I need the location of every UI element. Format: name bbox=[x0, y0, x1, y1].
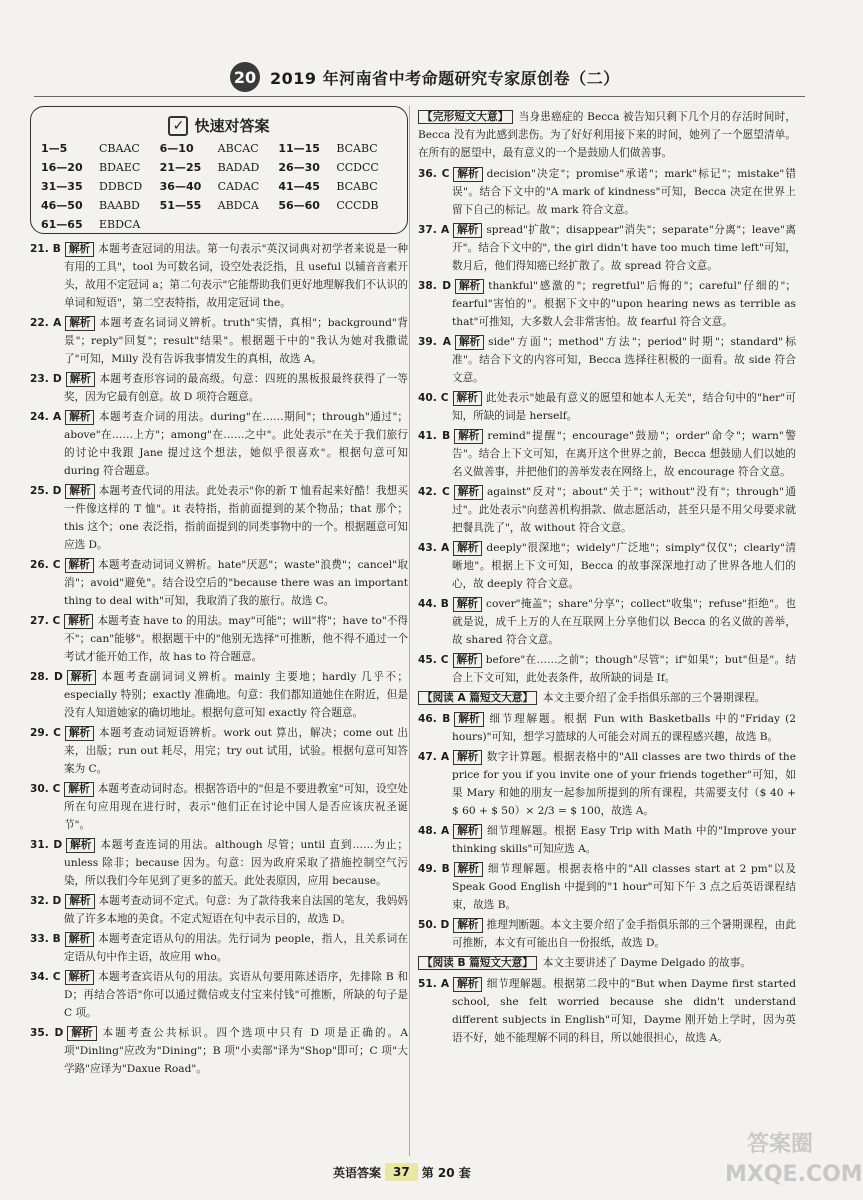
explanation-text: 此处表示"她最有意义的愿望和她本人无关"，结合句中的"her"可知，所缺的词是 herself。 bbox=[452, 392, 796, 422]
reading-a-explanations bbox=[418, 710, 796, 952]
checkmark-icon: ✓ bbox=[168, 116, 188, 136]
answer-explanation bbox=[418, 975, 796, 1047]
question-number: 26. C bbox=[30, 559, 61, 571]
column-divider bbox=[409, 106, 410, 1156]
analysis-tag: 解析 bbox=[453, 597, 482, 612]
cloze-explanations bbox=[418, 165, 796, 687]
analysis-tag: 解析 bbox=[455, 335, 484, 350]
explanation-text: 本题考查形容词的最高级。句意：四班的黑板报最终获得了一等奖，因为它最有创意。故 D 项符合题意。 bbox=[64, 373, 409, 403]
analysis-tag: 解析 bbox=[65, 726, 94, 741]
analysis-tag: 解析 bbox=[67, 670, 96, 685]
analysis-tag: 解析 bbox=[65, 410, 94, 425]
answer-explanation bbox=[30, 482, 408, 554]
answer-explanation bbox=[30, 780, 408, 834]
analysis-tag: 解析 bbox=[65, 970, 94, 985]
answer-range bbox=[160, 216, 212, 234]
answer-range: 21—25 bbox=[159, 161, 202, 174]
question-number: 25. D bbox=[30, 485, 62, 497]
question-number: 37. A bbox=[418, 224, 450, 236]
answer-cell bbox=[278, 140, 397, 158]
question-number: 43. A bbox=[418, 542, 450, 554]
analysis-tag: 解析 bbox=[65, 932, 94, 947]
answer-explanation bbox=[418, 860, 796, 914]
answer-explanation bbox=[30, 408, 408, 480]
answer-letters: BCABC bbox=[336, 142, 378, 155]
analysis-tag: 解析 bbox=[454, 712, 483, 727]
analysis-tag: 解析 bbox=[454, 429, 483, 444]
answer-cell bbox=[278, 197, 397, 215]
answer-explanation bbox=[418, 748, 796, 820]
answer-cell bbox=[41, 178, 160, 196]
explanation-text: 本题考查代词的用法。此处表示"你的新 T 恤看起来好酷！我想买一件像这样的 T 恤"。it 表特指，指前面提到的某个物品；that 那个；this 这个；one 表泛指，指前面提到的同类事物中的一个。根据题意可知应选 D。 bbox=[64, 485, 408, 551]
question-number: 41. B bbox=[418, 430, 451, 442]
analysis-tag: 解析 bbox=[65, 316, 94, 331]
quick-answer-box bbox=[30, 106, 408, 234]
question-number: 38. D bbox=[418, 280, 452, 292]
question-number: 40. C bbox=[418, 392, 449, 404]
explanation-text: spread"扩散"；disappear"消失"；separate"分离"；leave"离开"。结合下文中的", the girl didn't have too much time left"可知，数月后，他们得知癌已经扩散了。故 spread 符合文意。 bbox=[452, 224, 796, 272]
analysis-tag: 解析 bbox=[66, 838, 95, 853]
answer-cell bbox=[278, 178, 397, 196]
explanation-text: 本题考查动词短语辨析。work out 算出，解决；come out 出来，出版；run out 耗尽，用完；try out 试用，试验。根据句意可知答案为 C。 bbox=[64, 727, 408, 775]
answer-letters: CBAAC bbox=[99, 142, 140, 155]
question-number: 49. B bbox=[418, 863, 450, 875]
explanation-text: 细节理解题。根据表格中的"All classes start at 2 pm"以及 Speak Good English 中提到的"1 hour"可知下午 3 点之后英语课程结束，故选 B。 bbox=[452, 863, 796, 911]
answer-explanation bbox=[418, 916, 796, 952]
answer-explanation bbox=[418, 483, 796, 537]
answer-letters: CCCDB bbox=[336, 199, 379, 212]
question-number: 27. C bbox=[30, 615, 61, 627]
question-number: 21. B bbox=[30, 243, 61, 255]
analysis-tag: 解析 bbox=[453, 653, 482, 668]
explanation-text: 本题考查动词不定式。句意：为了款待我来自法国的笔友，我妈妈做了许多本地的美食。不定式短语在句中表示目的，故选 D。 bbox=[64, 895, 408, 925]
answer-explanation bbox=[30, 370, 408, 406]
answer-explanation bbox=[418, 651, 796, 687]
question-number: 35. D bbox=[30, 1027, 64, 1039]
reading-b-explanations bbox=[418, 975, 796, 1047]
analysis-tag: 解析 bbox=[453, 391, 482, 406]
answer-explanation bbox=[30, 612, 408, 666]
answer-range: 31—35 bbox=[41, 180, 83, 193]
question-number: 23. D bbox=[30, 373, 62, 385]
question-number: 32. D bbox=[30, 895, 62, 907]
answer-explanation bbox=[30, 314, 408, 368]
answer-explanation bbox=[30, 668, 408, 722]
answer-explanation bbox=[30, 836, 408, 890]
analysis-tag: 解析 bbox=[455, 279, 484, 294]
answer-explanation bbox=[418, 710, 796, 746]
analysis-tag: 解析 bbox=[453, 223, 482, 238]
question-number: 50. D bbox=[418, 919, 450, 931]
answer-letters: CCDCC bbox=[336, 161, 379, 174]
question-number: 33. B bbox=[30, 933, 61, 945]
explanation-text: 本题考查 have to 的用法。may"可能"；will"将"；have to"不得不"；can"能够"。根据题干中的"他别无选择"可推断，他不得不通过一个考试才能开始工作，故 has to 符合题意。 bbox=[64, 615, 409, 663]
answer-letters: CADAC bbox=[217, 180, 260, 193]
answer-range: 36—40 bbox=[159, 180, 202, 193]
question-number: 51. A bbox=[418, 978, 450, 990]
answer-range: 61—65 bbox=[41, 218, 83, 231]
analysis-tag: 解析 bbox=[453, 918, 482, 933]
question-number: 44. B bbox=[418, 598, 449, 610]
answer-cell bbox=[160, 178, 279, 196]
answer-explanation bbox=[418, 539, 796, 593]
answer-explanation bbox=[418, 277, 796, 331]
answer-cell bbox=[278, 159, 397, 177]
explanation-text: 细节理解题。根据 Easy Trip with Math 中的"Improve your thinking skills"可知应选 A。 bbox=[452, 825, 796, 855]
explanation-text: cover"掩盖"；share"分享"；collect"收集"；refuse"拒绝"。也就是说，成千上万的人在互联网上分享他们以 Becca 的名义做的善举，故 shared 符合文意。 bbox=[452, 598, 796, 646]
answer-letters: BAABD bbox=[99, 199, 140, 212]
explanation-text: 本题考查宾语从句的用法。宾语从句要用陈述语序，先排除 B 和 D；再结合答语"你可以通过微信或支付宝来付钱"可推断，所缺的句子是 C 项。 bbox=[64, 971, 408, 1019]
page-footer bbox=[333, 1163, 471, 1181]
watermark-logo: 答案圈 MXQE.COM bbox=[725, 1132, 863, 1187]
set-number-badge: 20 bbox=[230, 62, 260, 92]
explanation-text: 本题考查动词时态。根据答语中的"但是不要进教室"可知，设空处所在句应用现在进行时，表示"他们正在讨论中国人是否应该庆祝圣诞节"。 bbox=[64, 783, 408, 831]
answer-letters: BCABC bbox=[336, 180, 378, 193]
explanation-text: 本题考查定语从句的用法。先行词为 people，指人，且关系词在定语从句中作主语，故应用 who。 bbox=[64, 933, 409, 963]
explanation-text: 数字计算题。根据表格中的"All classes are two thirds of the price for you if you invite one of your friends together"可知，如果 Mary 和她的朋友一起参加所提到的所有课程，共需要支付（$ 40 + $ 60 + $ 50）× 2/3 = $ 100，故选 A。 bbox=[452, 751, 796, 817]
explanation-text: 本题考查副词词义辨析。mainly 主要地；hardly 几乎不；especially 特别；exactly 准确地。句意：我们都知道她住在附近，但是没有人知道她家的确切地址。根据句意可知 exactly 符合题意。 bbox=[64, 671, 409, 719]
question-number: 46. B bbox=[418, 713, 451, 725]
page-title: 2019 年河南省中考命题研究专家原创卷（二） bbox=[270, 68, 620, 88]
reading-b-summary: 【阅读 B 篇短文大意】 本文主要讲述了 Dayme Delgado 的故事。 bbox=[418, 954, 796, 972]
analysis-tag: 解析 bbox=[65, 484, 94, 499]
analysis-tag: 解析 bbox=[65, 558, 94, 573]
analysis-tag: 解析 bbox=[65, 242, 94, 257]
explanation-text: against"反对"；about"关于"；without"没有"；through"通过"。此处表示"向慈善机构捐款、做志愿活动，甚至只是不用父母要求就把餐具洗了"，故 without 符合文意。 bbox=[452, 486, 796, 534]
question-number: 36. C bbox=[418, 168, 450, 180]
analysis-tag: 解析 bbox=[453, 750, 482, 765]
answer-cell bbox=[160, 159, 279, 177]
answer-explanation bbox=[30, 556, 408, 610]
quick-answer-title: 快速对答案 bbox=[194, 117, 270, 135]
answer-explanation bbox=[30, 968, 408, 1022]
answer-explanation bbox=[418, 165, 796, 219]
question-number: 29. C bbox=[30, 727, 61, 739]
explanation-text: 本题考查动词词义辨析。hate"厌恶"；waste"浪费"；cancel"取消"；avoid"避免"。结合设空后的"because there was an important thing to deal with"可知，我取消了我的旅行。故选 C。 bbox=[64, 559, 408, 607]
left-explanations bbox=[30, 240, 408, 1078]
answer-explanation bbox=[418, 427, 796, 481]
question-number: 48. A bbox=[418, 825, 450, 837]
explanation-text: 本题考查介词的用法。during"在……期间"；through"通过"；above"在……上方"；among"在……之中"。此处表示"在关于我们旅行的讨论中我跟 Jane 提过这个想法，她似乎很喜欢"。根据句意可知 during 符合题意。 bbox=[64, 411, 408, 477]
answer-explanation bbox=[30, 1024, 408, 1078]
answer-explanation bbox=[418, 221, 796, 275]
analysis-tag: 解析 bbox=[67, 1026, 96, 1041]
answer-explanation bbox=[30, 724, 408, 778]
answer-range: 11—15 bbox=[278, 142, 320, 155]
question-number: 24. A bbox=[30, 411, 62, 423]
answer-cell bbox=[41, 159, 160, 177]
explanation-text: 本题考查名词词义辨析。truth"实情，真相"；background"背景"；reply"回复"；result"结果"。根据题干中的"我认为她对我撒谎了"可知，Milly 没有告诉我事情发生的真相，故选 A。 bbox=[64, 317, 408, 365]
answer-letters: ABDCA bbox=[217, 199, 259, 212]
quick-answer-grid bbox=[41, 140, 397, 234]
answer-range: 16—20 bbox=[41, 161, 83, 174]
answer-cell bbox=[41, 197, 160, 215]
answer-letters: ABCAC bbox=[217, 142, 259, 155]
explanation-text: thankful"感激的"；regretful"后悔的"；careful"仔细的"；fearful"害怕的"。根据下文中的"upon hearing news as terrible as that"可推知，大多数人会非常害怕。故 fearful 符合文意。 bbox=[452, 280, 797, 328]
quick-answer-heading bbox=[41, 115, 397, 136]
question-number: 31. D bbox=[30, 839, 63, 851]
question-number: 22. A bbox=[30, 317, 62, 329]
page-header bbox=[230, 62, 620, 92]
question-number: 30. C bbox=[30, 783, 61, 795]
analysis-tag: 解析 bbox=[453, 541, 482, 556]
answer-cell bbox=[41, 140, 160, 158]
answer-cell bbox=[278, 216, 397, 234]
explanation-text: 推理判断题。本文主要介绍了金手指俱乐部的三个暑期课程，由此可推断，本文有可能出自一份报纸，故选 D。 bbox=[452, 919, 796, 949]
answer-range: 46—50 bbox=[41, 199, 83, 212]
footer-set: 第 20 套 bbox=[421, 1165, 471, 1180]
answer-letters: EBDCA bbox=[99, 218, 141, 231]
explanation-text: deeply"很深地"；widely"广泛地"；simply"仅仅"；clearly"清晰地"。根据上下文可知，Becca 的故事深深地打动了世界各地人们的心，故 deeply 符合文意。 bbox=[452, 542, 796, 590]
analysis-tag: 解析 bbox=[453, 167, 482, 182]
answer-range: 51—55 bbox=[159, 199, 202, 212]
answer-cell bbox=[160, 140, 279, 158]
answer-explanation bbox=[30, 930, 408, 966]
analysis-tag: 解析 bbox=[453, 824, 482, 839]
left-column bbox=[30, 106, 408, 1080]
question-number: 45. C bbox=[418, 654, 449, 666]
answer-range: 26—30 bbox=[278, 161, 320, 174]
answer-range bbox=[278, 216, 330, 234]
header-rule bbox=[34, 96, 805, 97]
answer-letters: BDAEC bbox=[99, 161, 141, 174]
explanation-text: decision"决定"；promise"承诺"；mark"标记"；mistake"错误"。结合下文中的"A mark of kindness"可知，Becca 决定在世界上留下自己的标记。故 mark 符合文意。 bbox=[452, 168, 796, 216]
answer-letters: BADAD bbox=[217, 161, 260, 174]
answer-explanation bbox=[418, 389, 796, 425]
explanation-text: 细节理解题。根据 Fun with Basketballs 中的"Friday (2 hours)"可知，想学习篮球的人可能会对周五的课程感兴趣，故选 B。 bbox=[452, 713, 796, 743]
answer-explanation bbox=[30, 240, 408, 312]
analysis-tag: 解析 bbox=[454, 485, 483, 500]
answer-cell bbox=[41, 216, 160, 234]
answer-range: 56—60 bbox=[278, 199, 320, 212]
answer-cell bbox=[160, 216, 279, 234]
question-number: 42. C bbox=[418, 486, 450, 498]
analysis-tag: 解析 bbox=[64, 782, 93, 797]
analysis-tag: 解析 bbox=[454, 862, 483, 877]
analysis-tag: 解析 bbox=[64, 614, 93, 629]
answer-cell bbox=[160, 197, 279, 215]
reading-a-summary: 【阅读 A 篇短文大意】 本文主要介绍了金手指俱乐部的三个暑期课程。 bbox=[418, 689, 796, 707]
analysis-tag: 解析 bbox=[65, 894, 94, 909]
question-number: 28. D bbox=[30, 671, 63, 683]
cloze-summary: 【完形短文大意】 当身患癌症的 Becca 被告知只剩下几个月的存活时间时，Becca 没有为此感到悲伤。为了好好利用接下来的时间，她列了一个愿望清单。在所有的愿望中，最有意义的一个是鼓励人们做善事。 bbox=[418, 111, 796, 159]
explanation-text: 本题考查连词的用法。although 尽管；until 直到……为止；unless 除非；because 因为。句意：因为政府采取了措施控制空气污染，所以我们今年见到了更多的蓝天。此处表原因，应用 because。 bbox=[64, 839, 408, 887]
answer-range: 1—5 bbox=[41, 142, 68, 155]
explanation-text: before"在……之前"；though"尽管"；if"如果"；but"但是"。结合上下文可知，此处表条件，故所缺的词是 If。 bbox=[452, 654, 796, 684]
explanation-text: remind"提醒"；encourage"鼓励"；order"命令"；warn"警告"。结合上下文可知，在离开这个世界之前，Becca 想鼓励人们以她的名义做善事，并把他们的善举发表在网络上，故 encourage 符合文意。 bbox=[452, 430, 796, 478]
footer-subject: 英语答案 bbox=[333, 1165, 382, 1180]
explanation-text: 本题考查公共标识。四个选项中只有 D 项是正确的。A 项"Dinling"应改为"Dining"；B 项"小卖部"译为"Shop"即可；C 项"大学路"应译为"Daxue Road"。 bbox=[64, 1027, 408, 1075]
analysis-tag: 解析 bbox=[66, 372, 95, 387]
page-number: 37 bbox=[385, 1163, 418, 1181]
answer-explanation bbox=[418, 333, 796, 387]
analysis-tag: 解析 bbox=[453, 977, 482, 992]
question-number: 39. A bbox=[418, 336, 451, 348]
answer-explanation bbox=[418, 595, 796, 649]
explanation-text: 细节理解题。根据第二段中的"But when Dayme first started school, she felt worried because she didn't understand different subjects in English"可知，Dayme 刚开始上学时，因为英语不好，她不能理解不同的科目，所以她很担心，故选 A。 bbox=[452, 978, 796, 1044]
answer-range: 41—45 bbox=[278, 180, 320, 193]
question-number: 47. A bbox=[418, 751, 450, 763]
answer-letters: DDBCD bbox=[99, 180, 143, 193]
question-number: 34. C bbox=[30, 971, 61, 983]
explanation-text: side"方面"；method"方法"；period"时期"；standard"标准"。结合下文的内容可知，Becca 选择往积极的一面看。故 side 符合文意。 bbox=[452, 336, 796, 384]
right-column bbox=[418, 106, 796, 1049]
answer-range: 6—10 bbox=[159, 142, 194, 155]
answer-explanation bbox=[30, 892, 408, 928]
answer-explanation bbox=[418, 822, 796, 858]
explanation-text: 本题考查冠词的用法。第一句表示"英汉词典对初学者来说是一种有用的工具"，tool 为可数名词，设空处表泛指，且 useful 以辅音音素开头，故用不定冠词 a；第二句表示"它能帮助我们更好地理解我们不认识的单词和短语"，第二空表特指，故用定冠词 the。 bbox=[64, 243, 408, 309]
